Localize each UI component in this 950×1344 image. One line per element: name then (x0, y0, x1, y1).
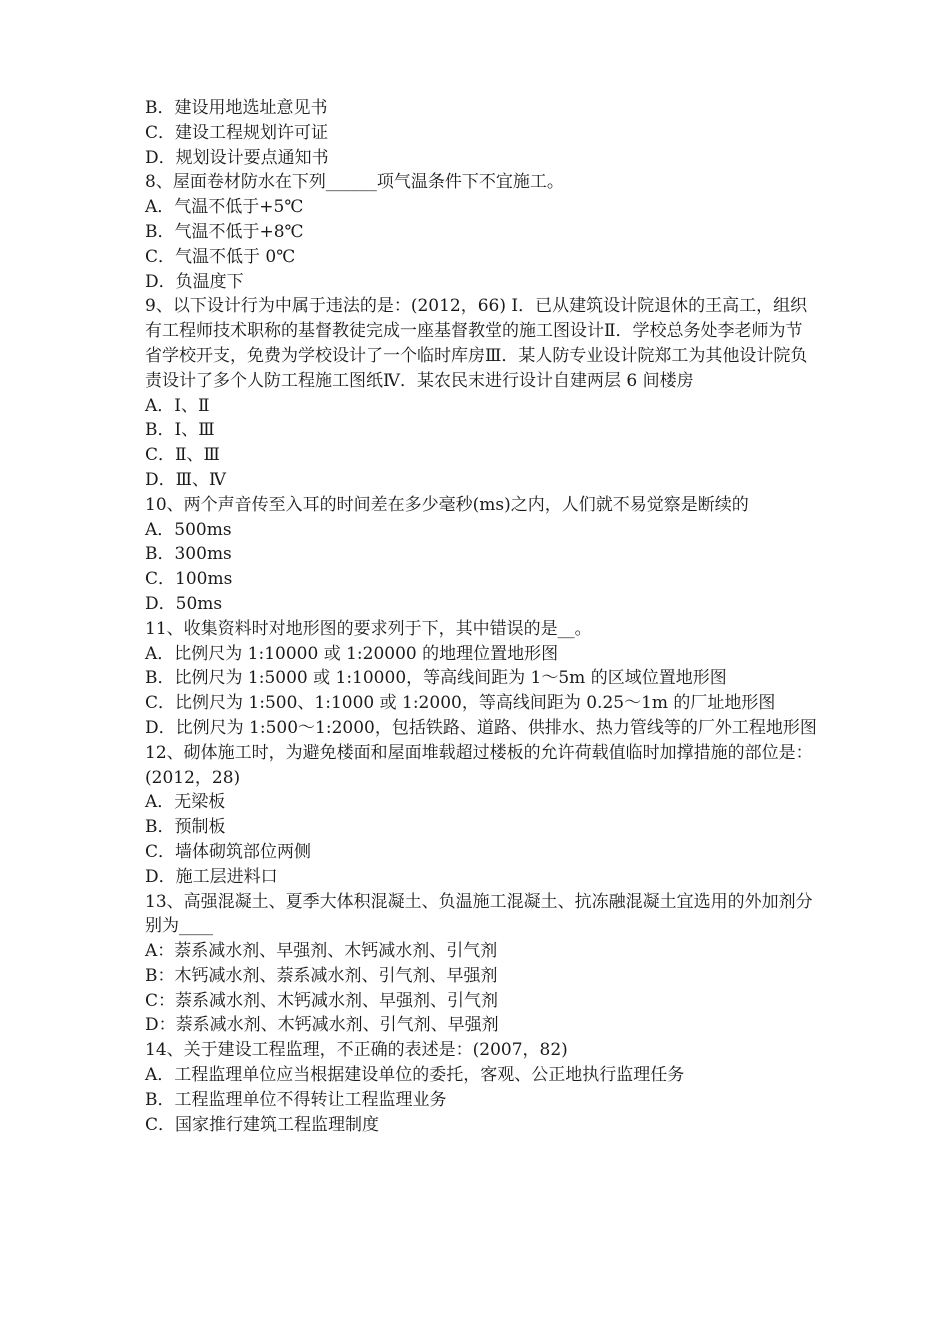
option-line: C．墙体砌筑部位两侧 (145, 841, 312, 862)
question-12: 12、砌体施工时，为避免楼面和屋面堆载超过楼板的允许荷载值临时加撑措施的部位是：(2012，28) (145, 742, 813, 788)
option-line: C．100ms (145, 569, 233, 590)
option-line: D．负温度下 (145, 271, 244, 292)
option-line: B．预制板 (145, 817, 226, 838)
option-line: A．无梁板 (145, 792, 226, 813)
option-line: C．气温不低于 0℃ (145, 246, 296, 267)
option-line: D．规划设计要点通知书 (145, 147, 329, 168)
option-line: D．比例尺为 1:500～1:2000，包括铁路、道路、供排水、热力管线等的厂外工程地形图 (145, 717, 817, 738)
question-14: 14、关于建设工程监理，不正确的表述是：(2007，82) (145, 1040, 568, 1061)
option-line: C：萘系减水剂、木钙减水剂、早强剂、引气剂 (145, 990, 499, 1011)
option-line: D．50ms (145, 593, 223, 614)
option-line: C．国家推行建筑工程监理制度 (145, 1114, 380, 1135)
option-line: A．Ⅰ、Ⅱ (145, 395, 210, 416)
option-line: B．Ⅰ、Ⅲ (145, 420, 215, 441)
option-line: D：萘系减水剂、木钙减水剂、引气剂、早强剂 (145, 1015, 499, 1036)
question-9: 9、以下设计行为中属于违法的是：(2012，66) Ⅰ．已从建筑设计院退休的王高工，组织有工程师技术职称的基督教徒完成一座基督教堂的施工图设计Ⅱ．学校总务处李老师为节省学校开支，免费为学校设计了一个临时库房Ⅲ．某人防专业设计院郑工为其他设计院负责设计了多个人防工程施工图纸Ⅳ．某农民末进行设计自建两层 6 间楼房 (145, 296, 808, 391)
option-line: A．气温不低于+5℃ (145, 197, 304, 218)
option-line: D．施工层进料口 (145, 866, 278, 887)
question-13: 13、高强混凝土、夏季大体积混凝土、负温施工混凝土、抗冻融混凝土宜选用的外加剂分别为____ (145, 891, 813, 937)
option-line: C．Ⅱ、Ⅲ (145, 445, 220, 466)
option-line: B．300ms (145, 544, 232, 565)
option-line: D．Ⅲ、Ⅳ (145, 469, 227, 490)
option-line: C．比例尺为 1:500、1:1000 或 1:2000，等高线间距为 0.25～1m 的厂址地形图 (145, 693, 776, 714)
option-line: B．建设用地选址意见书 (145, 98, 328, 118)
question-8: 8、屋面卷材防水在下列______项气温条件下不宜施工。 (145, 172, 564, 193)
question-11: 11、收集资料时对地形图的要求列于下，其中错误的是__。 (145, 618, 592, 639)
option-line: C．建设工程规划许可证 (145, 122, 329, 143)
option-line: A．500ms (145, 519, 232, 540)
option-line: B．工程监理单位不得转让工程监理业务 (145, 1089, 447, 1110)
option-line: B．比例尺为 1:5000 或 1:10000，等高线间距为 1～5m 的区域位置地形图 (145, 668, 727, 689)
document-body (145, 96, 817, 1137)
option-line: A．工程监理单位应当根据建设单位的委托，客观、公正地执行监理任务 (145, 1065, 685, 1086)
option-line: B．气温不低于+8℃ (145, 221, 304, 242)
option-line: B：木钙减水剂、萘系减水剂、引气剂、早强剂 (145, 965, 498, 986)
question-10: 10、两个声音传至入耳的时间差在多少毫秒(ms)之内，人们就不易觉察是断续的 (145, 494, 749, 515)
option-line: A．比例尺为 1:10000 或 1:20000 的地理位置地形图 (145, 643, 559, 664)
option-line: A：萘系减水剂、早强剂、木钙减水剂、引气剂 (145, 941, 498, 962)
